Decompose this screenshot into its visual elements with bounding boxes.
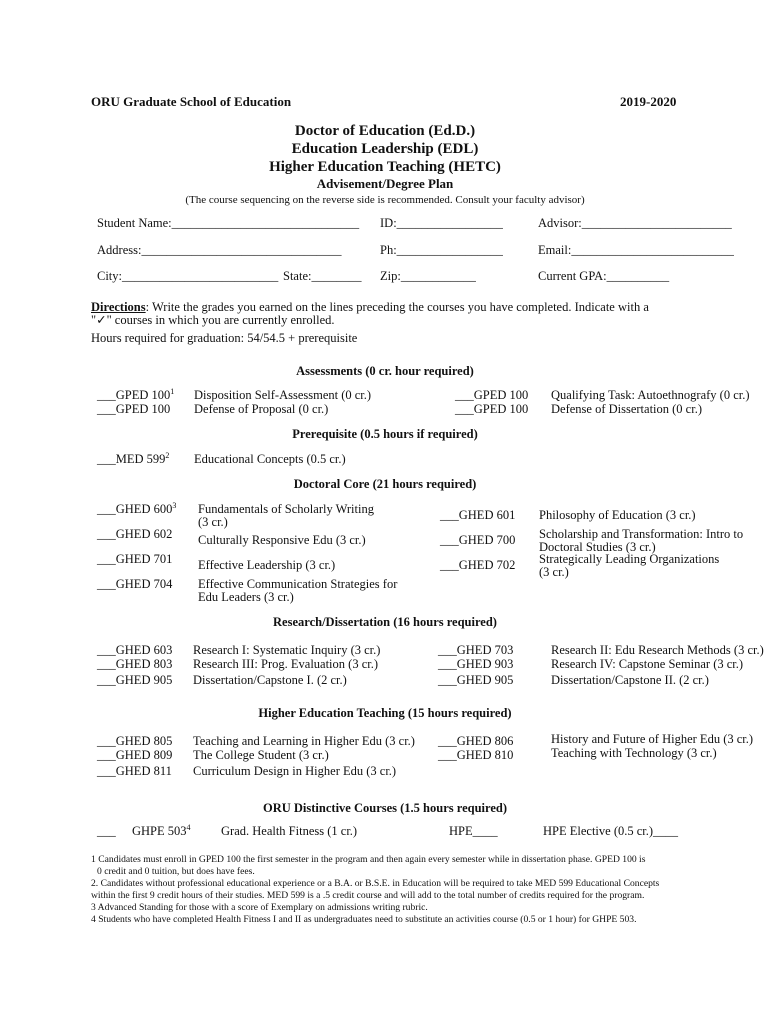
id-field[interactable]: ID:_________________: [380, 216, 503, 230]
footnote-3: 3 Advanced Standing for those with a score of Exemplary on admissions writing rubric.: [91, 902, 428, 913]
course-code[interactable]: ___GHED 810: [438, 748, 514, 762]
course-title: History and Future of Higher Edu (3 cr.): [551, 732, 754, 746]
footnote-1: 1 Candidates must enroll in GPED 100 the first semester in the program and then again every semester while in dissertation phase. GPED 100 is: [91, 854, 646, 865]
course-code[interactable]: ___GHED 905: [97, 673, 173, 687]
course-title: Culturally Responsive Edu (3 cr.): [198, 533, 366, 547]
course-title: Teaching and Learning in Higher Edu (3 cr.): [193, 734, 415, 748]
course-title: Disposition Self-Assessment (0 cr.): [194, 388, 372, 402]
course-title: Research III: Prog. Evaluation (3 cr.): [193, 657, 379, 671]
course-title-cont: Edu Leaders (3 cr.): [198, 590, 294, 604]
course-code[interactable]: HPE____: [449, 824, 498, 838]
course-code[interactable]: ___GHED 809: [97, 748, 173, 762]
course-code[interactable]: GHPE $503^4$: [132, 822, 191, 838]
course-title: Teaching with Technology (3 cr.): [551, 746, 717, 760]
course-title: Curriculum Design in Higher Edu (3 cr.): [193, 764, 397, 778]
degree-title: Doctor of Education (Ed.D.): [294, 123, 476, 139]
assessments-heading: Assessments (0 cr. hour required): [296, 364, 474, 378]
course-code[interactable]: ___GHED 700: [440, 533, 516, 547]
program-title: Education Leadership (EDL): [291, 141, 479, 157]
footnote-1-cont: 0 credit and 0 tuition, but does have fees.: [97, 866, 255, 877]
course-title-cont: (3 cr.): [198, 515, 228, 529]
course-title: The College Student (3 cr.): [193, 748, 329, 762]
course-code[interactable]: ___GHED 704: [97, 577, 173, 591]
email-field[interactable]: Email:__________________________: [538, 243, 734, 257]
course-title: Educational Concepts (0.5 cr.): [194, 452, 346, 466]
course-code[interactable]: ___GHED $600^3$: [97, 500, 177, 516]
course-code[interactable]: ___GHED 811: [97, 764, 172, 778]
course-code[interactable]: ___GHED 803: [97, 657, 173, 671]
course-title-cont: Doctoral Studies (3 cr.): [539, 540, 656, 554]
course-title: Defense of Dissertation (0 cr.): [551, 402, 702, 416]
course-code[interactable]: ___GHED 805: [97, 734, 173, 748]
plan-title: Advisement/Degree Plan: [316, 176, 454, 191]
course-title: Fundamentals of Scholarly Writing: [198, 502, 374, 516]
phone-field[interactable]: Ph:_________________: [380, 243, 503, 257]
course-code[interactable]: ___GPED 100: [455, 388, 529, 402]
course-code[interactable]: ___GHED 905: [438, 673, 514, 687]
course-title: Grad. Health Fitness (1 cr.): [221, 824, 358, 838]
course-code[interactable]: ___GHED 602: [97, 527, 173, 541]
course-code[interactable]: ___GHED 603: [97, 643, 173, 657]
concentration-title: Higher Education Teaching (HETC): [269, 159, 501, 175]
student-name-field[interactable]: Student Name:______________________________: [97, 216, 360, 230]
academic-year: 2019-2020: [620, 94, 677, 109]
course-code[interactable]: ___GHED 702: [440, 558, 516, 572]
course-code[interactable]: ___GPED $100^1$: [97, 386, 175, 402]
prerequisite-heading: Prerequisite (0.5 hours if required): [292, 427, 478, 441]
course-code[interactable]: ___GHED 701: [97, 552, 173, 566]
directions-text: : Write the grades you earned on the lines preceding the courses you have completed. Indicate with a: [145, 300, 649, 314]
course-title: Research IV: Capstone Seminar (3 cr.): [551, 657, 744, 671]
hetc-heading: Higher Education Teaching (15 hours required): [258, 706, 512, 720]
course-title: Effective Communication Strategies for: [198, 577, 398, 591]
course-title: Dissertation/Capstone II. (2 cr.): [551, 673, 709, 687]
zip-field[interactable]: Zip:____________: [380, 269, 476, 283]
gpa-field[interactable]: Current GPA:__________: [538, 269, 670, 283]
course-title: Strategically Leading Organizations: [539, 552, 720, 566]
course-title: Effective Leadership (3 cr.): [198, 558, 336, 572]
advisor-field[interactable]: Advisor:________________________: [538, 216, 732, 230]
course-code[interactable]: ___MED $599^2$: [97, 450, 170, 466]
course-code[interactable]: ___GPED 100: [455, 402, 529, 416]
distinctive-heading: ORU Distinctive Courses (1.5 hours required): [263, 801, 507, 815]
course-title: Research II: Edu Research Methods (3 cr.): [551, 643, 764, 657]
course-title: Philosophy of Education (3 cr.): [539, 508, 696, 522]
course-title: Qualifying Task: Autoethnografy (0 cr.): [551, 388, 750, 402]
course-code[interactable]: ___GHED 703: [438, 643, 514, 657]
course-title: Scholarship and Transformation: Intro to: [539, 527, 744, 541]
course-code[interactable]: ___GHED 806: [438, 734, 514, 748]
footnote-4: 4 Students who have completed Health Fitness I and II as undergraduates need to substitute an activities course (0.5 or 1 hour) for GHPE 503.: [91, 914, 637, 925]
course-code[interactable]: ___GHED 601: [440, 508, 516, 522]
city-field[interactable]: City:_________________________: [97, 269, 279, 283]
address-field[interactable]: Address:________________________________: [97, 243, 342, 257]
school-name: ORU Graduate School of Education: [91, 94, 292, 109]
course-title: Defense of Proposal (0 cr.): [194, 402, 329, 416]
course-title-cont: (3 cr.): [539, 565, 569, 579]
grade-blank[interactable]: ___: [97, 824, 116, 838]
hours-required: Hours required for graduation: 54/54.5 + prerequisite: [91, 331, 358, 345]
directions-line-1: [91, 300, 649, 314]
research-heading: Research/Dissertation (16 hours required): [273, 615, 497, 629]
state-field[interactable]: State:________: [283, 269, 362, 283]
core-heading: Doctoral Core (21 hours required): [293, 477, 477, 491]
course-title: Dissertation/Capstone I. (2 cr.): [193, 673, 347, 687]
directions-label: Directions: [91, 300, 146, 314]
course-title: Research I: Systematic Inquiry (3 cr.): [193, 643, 381, 657]
course-code[interactable]: ___GHED 903: [438, 657, 514, 671]
course-title: HPE Elective (0.5 cr.)____: [543, 824, 679, 838]
footnote-2-cont: within the first 9 credit hours of their studies. MED 599 is a .5 credit course and will add to the total number of credits required for the program.: [91, 890, 645, 901]
footnote-2: 2. Candidates without professional educational experience or a B.A. or B.S.E. in Education will be required to take MED 599 Educational Concepts: [91, 878, 660, 889]
course-code[interactable]: ___GPED 100: [97, 402, 171, 416]
sequencing-note: (The course sequencing on the reverse side is recommended. Consult your faculty advisor): [185, 194, 585, 206]
directions-line-2: "✓" courses in which you are currently enrolled.: [91, 313, 335, 327]
